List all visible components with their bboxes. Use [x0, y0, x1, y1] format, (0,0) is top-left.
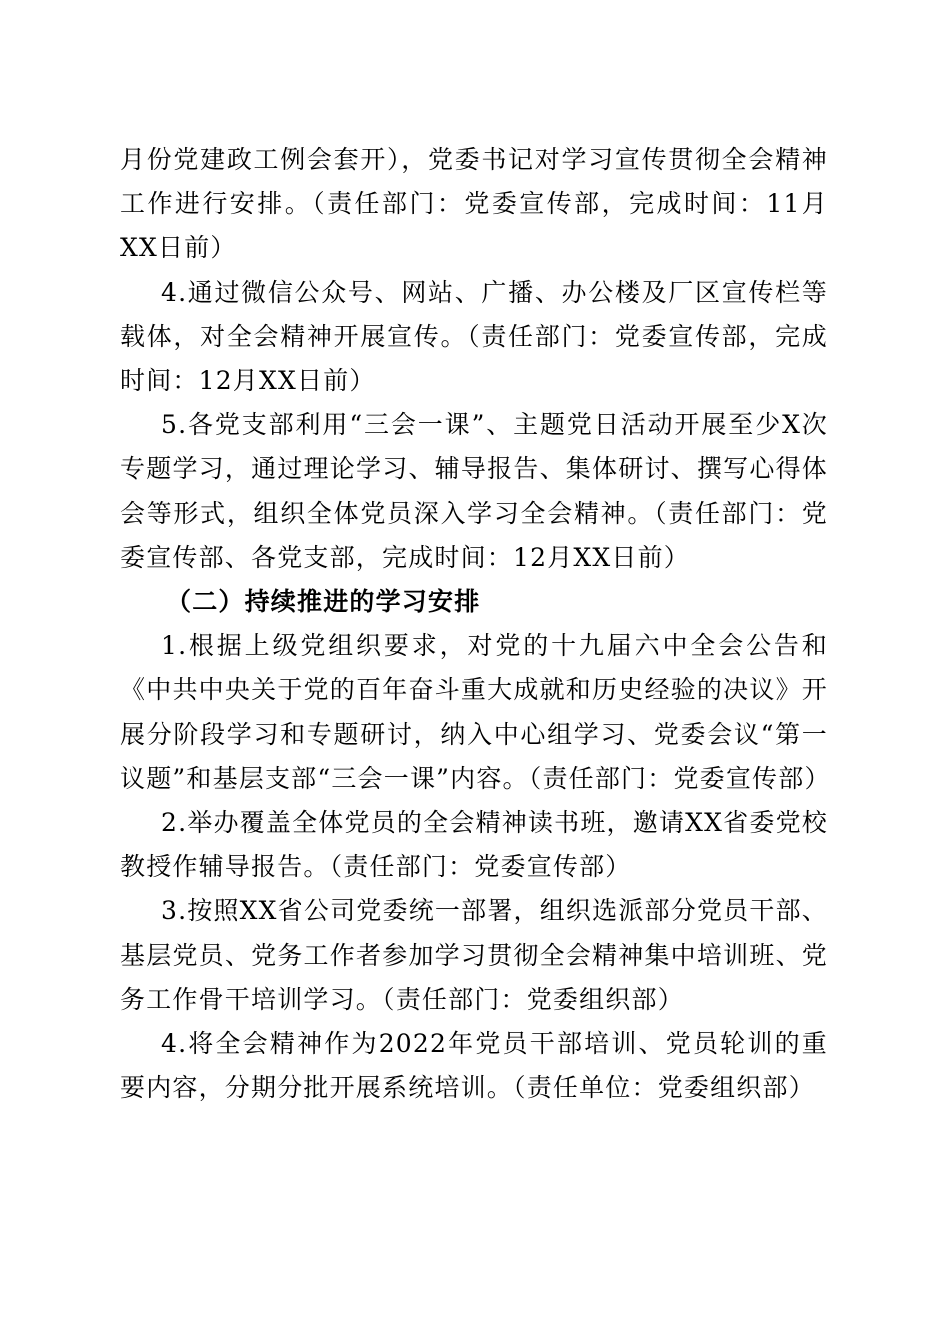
document-body — [120, 138, 831, 1110]
paragraph-section2-item-4: 4.将全会精神作为2022年党员干部培训、党员轮训的重要内容，分期分批开展系统培训。（责任单位：党委组织部） — [120, 1029, 828, 1103]
paragraph-section2-item-2: 2.举办覆盖全体党员的全会精神读书班，邀请XX省委党校教授作辅导报告。（责任部门：党委宣传部） — [120, 808, 828, 882]
paragraph-item-5: 5.各党支部利用“三会一课”、主题党日活动开展至少X次专题学习，通过理论学习、辅导报告、集体研讨、撰写心得体会等形式，组织全体党员深入学习全会精神。（责任部门：党委宣传部、各党支部，完成时间：12月XX日前） — [120, 410, 828, 572]
section-heading: （二）持续推进的学习安排 — [166, 587, 481, 617]
paragraph-item-4: 4.通过微信公众号、网站、广播、办公楼及厂区宣传栏等载体，对全会精神开展宣传。（责任部门：党委宣传部，完成时间：12月XX日前） — [120, 277, 828, 396]
paragraph-continuation: 月份党建政工例会套开），党委书记对学习宣传贯彻全会精神工作进行安排。（责任部门：党委宣传部，完成时间：11月XX日前） — [120, 145, 828, 263]
paragraph-section2-item-3: 3.按照XX省公司党委统一部署，组织选派部分党员干部、基层党员、党务工作者参加学习贯彻全会精神集中培训班、党务工作骨干培训学习。（责任部门：党委组织部） — [120, 896, 828, 1014]
paragraph-section2-item-1: 1.根据上级党组织要求，对党的十九届六中全会公告和《中共中央关于党的百年奋斗重大成就和历史经验的决议》开展分阶段学习和专题研讨，纳入中心组学习、党委会议“第一议题”和基层支部“三会一课”内容。（责任部门：党委宣传部） — [120, 631, 831, 793]
